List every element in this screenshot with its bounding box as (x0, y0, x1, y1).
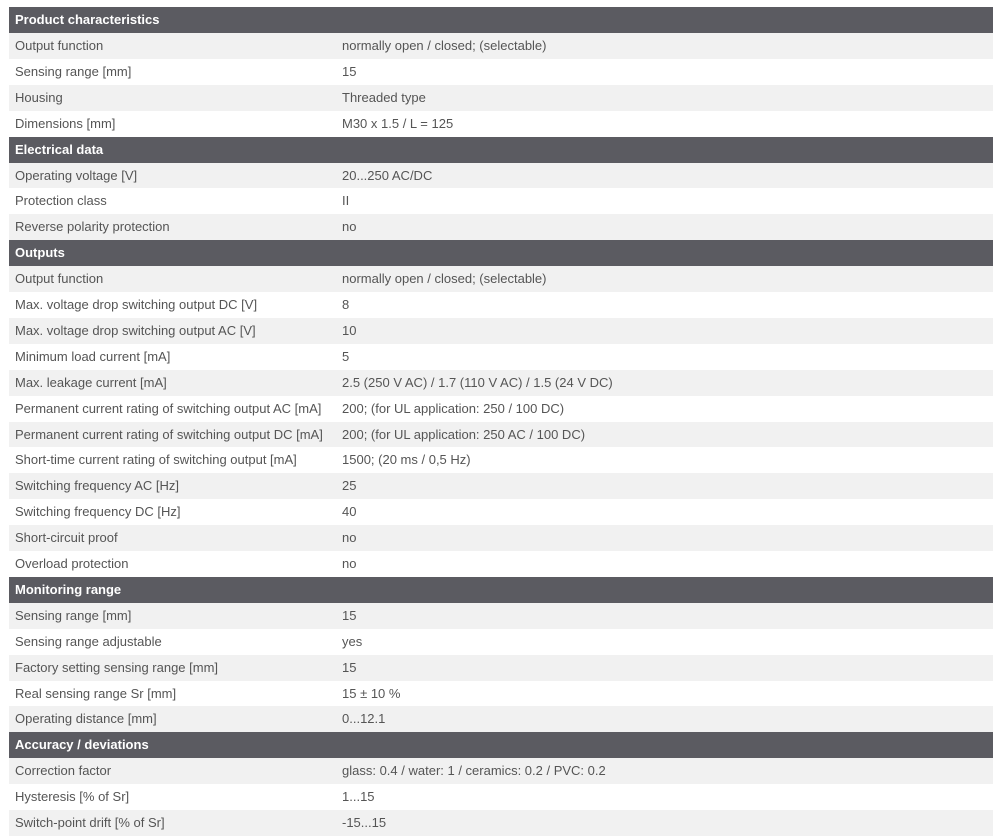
spec-value: 8 (342, 297, 350, 313)
spec-row (9, 758, 993, 784)
spec-row (9, 706, 993, 732)
spec-label: Correction factor (15, 763, 112, 779)
spec-section (9, 240, 993, 577)
spec-row (9, 629, 993, 655)
spec-value: 20...250 AC/DC (342, 167, 433, 183)
spec-value: no (342, 530, 357, 546)
spec-label: Hysteresis [% of Sr] (15, 789, 130, 805)
spec-value: II (342, 193, 350, 209)
spec-label: Short-time current rating of switching output [mA] (15, 452, 297, 468)
spec-row (9, 188, 993, 214)
spec-value: Threaded type (342, 89, 426, 105)
spec-label: Short-circuit proof (15, 530, 118, 546)
spec-row (9, 810, 993, 836)
spec-label: Reverse polarity protection (15, 219, 170, 235)
section-header: Outputs (9, 240, 993, 266)
spec-label: Overload protection (15, 556, 129, 572)
spec-value: M30 x 1.5 / L = 125 (342, 115, 454, 131)
spec-section (9, 7, 993, 137)
spec-label: Switching frequency DC [Hz] (15, 504, 181, 520)
spec-row (9, 59, 993, 85)
spec-value: no (342, 556, 357, 572)
spec-row (9, 214, 993, 240)
spec-label: Switching frequency AC [Hz] (15, 478, 180, 494)
spec-value: 5 (342, 348, 350, 364)
spec-label: Sensing range [mm] (15, 63, 132, 79)
spec-row (9, 266, 993, 292)
spec-table (9, 7, 993, 836)
spec-label: Sensing range adjustable (15, 633, 162, 649)
spec-label: Output function (15, 271, 104, 287)
spec-value: normally open / closed; (selectable) (342, 38, 547, 53)
spec-section (9, 137, 993, 241)
spec-label: Dimensions [mm] (15, 115, 116, 131)
spec-label: Permanent current rating of switching output DC [mA] (15, 426, 323, 442)
spec-row (9, 473, 993, 499)
spec-label: Operating distance [mm] (15, 711, 157, 727)
spec-value: 15 (342, 659, 357, 675)
spec-value: 25 (342, 478, 357, 494)
spec-value: 1...15 (342, 789, 375, 805)
spec-value: glass: 0.4 / water: 1 / ceramics: 0.2 / PVC: 0.2 (342, 763, 606, 779)
spec-label: Permanent current rating of switching output AC [mA] (15, 400, 322, 416)
spec-label: Max. voltage drop switching output DC [V] (15, 297, 258, 313)
spec-label: Output function (15, 38, 104, 53)
section-header: Product characteristics (9, 7, 993, 33)
section-header: Accuracy / deviations (9, 732, 993, 758)
spec-row (9, 422, 993, 448)
spec-section (9, 732, 993, 836)
section-header: Monitoring range (9, 577, 993, 603)
spec-row (9, 603, 993, 629)
spec-row (9, 163, 993, 189)
spec-value: 10 (342, 323, 357, 339)
spec-value: 15 ± 10 % (342, 685, 401, 701)
spec-label: Sensing range [mm] (15, 607, 132, 623)
spec-value: yes (342, 633, 363, 649)
spec-value: 200; (for UL application: 250 AC / 100 DC) (342, 426, 586, 442)
spec-label: Switch-point drift [% of Sr] (15, 815, 165, 831)
spec-row (9, 447, 993, 473)
spec-row (9, 681, 993, 707)
spec-row (9, 499, 993, 525)
spec-row (9, 85, 993, 111)
spec-row (9, 344, 993, 370)
spec-value: 0...12.1 (342, 711, 386, 727)
spec-section (9, 577, 993, 732)
spec-value: -15...15 (342, 815, 387, 831)
spec-row (9, 655, 993, 681)
spec-label: Protection class (15, 193, 107, 209)
section-header: Electrical data (9, 137, 993, 163)
spec-value: 1500; (20 ms / 0,5 Hz) (342, 452, 471, 468)
spec-label: Max. voltage drop switching output AC [V] (15, 323, 256, 339)
spec-label: Max. leakage current [mA] (15, 374, 167, 390)
spec-row (9, 33, 993, 59)
spec-label: Minimum load current [mA] (15, 348, 171, 364)
spec-value: 200; (for UL application: 250 / 100 DC) (342, 400, 565, 416)
spec-value: 15 (342, 63, 357, 79)
spec-row (9, 370, 993, 396)
spec-row (9, 111, 993, 137)
spec-label: Operating voltage [V] (15, 167, 138, 183)
spec-value: 2.5 (250 V AC) / 1.7 (110 V AC) / 1.5 (24 V DC) (342, 374, 613, 390)
spec-value: 15 (342, 607, 357, 623)
spec-label: Real sensing range Sr [mm] (15, 685, 177, 701)
spec-row (9, 318, 993, 344)
spec-row (9, 784, 993, 810)
spec-value: no (342, 219, 357, 235)
spec-row (9, 292, 993, 318)
spec-label: Factory setting sensing range [mm] (15, 659, 219, 675)
spec-label: Housing (15, 89, 63, 105)
spec-row (9, 396, 993, 422)
spec-value: normally open / closed; (selectable) (342, 271, 547, 287)
spec-row (9, 551, 993, 577)
spec-row (9, 525, 993, 551)
spec-value: 40 (342, 504, 357, 520)
